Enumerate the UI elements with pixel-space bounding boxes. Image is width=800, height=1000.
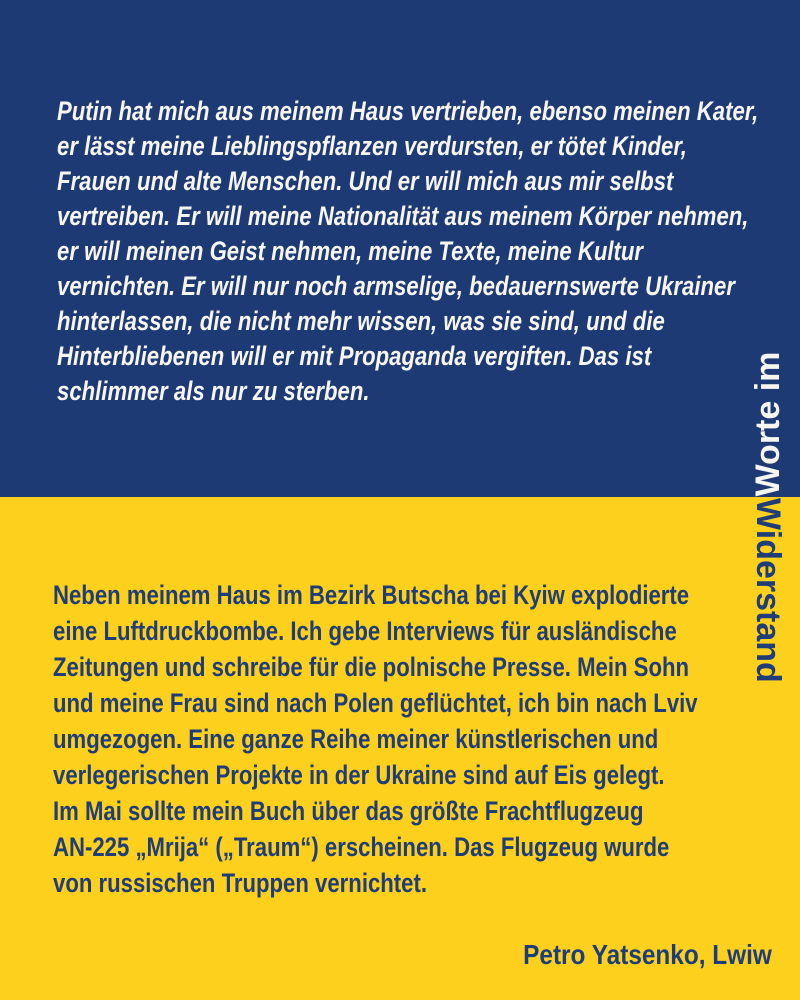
yellow-quote-paragraph — [53, 577, 698, 901]
quote-line: Hinterbliebenen will er mit Propaganda vergiften. Das ist — [57, 341, 652, 371]
quote-line: Frauen und alte Menschen. Und er will mich aus mir selbst — [57, 166, 674, 196]
quote-line: von russischen Truppen vernichtet. — [53, 868, 428, 898]
vertical-title-worte-im: Worte im — [749, 351, 787, 497]
quote-line: vertreiben. Er will meine Nationalität aus meinem Körper nehmen, — [57, 201, 749, 231]
blue-quote-paragraph — [57, 94, 758, 409]
quote-line: verlegerischen Projekte in der Ukraine sind auf Eis gelegt. — [53, 760, 665, 790]
quote-line: hinterlassen, die nicht mehr wissen, was sie sind, und die — [57, 306, 665, 336]
yellow-flag-section — [0, 497, 800, 1000]
quote-line: vernichten. Er will nur noch armselige, bedauernswerte Ukrainer — [57, 271, 735, 301]
quote-line: er will meinen Geist nehmen, meine Texte, meine Kultur — [57, 236, 644, 266]
blue-flag-section — [0, 0, 800, 497]
quote-line: eine Luftdruckbombe. Ich gebe Interviews für ausländische — [53, 616, 677, 646]
quote-line: AN-225 „Mrija“ („Traum“) erscheinen. Das Flugzeug wurde — [53, 832, 670, 862]
author-attribution: Petro Yatsenko, Lwiw — [523, 939, 772, 970]
quote-line: Im Mai sollte mein Buch über das größte Frachtflugzeug — [53, 796, 644, 826]
quote-line: Putin hat mich aus meinem Haus vertrieben, ebenso meinen Kater, — [57, 96, 759, 126]
quote-line: er lässt meine Lieblingspflanzen verdursten, er tötet Kinder, — [57, 131, 687, 161]
quote-line: Zeitungen und schreibe für die polnische Presse. Mein Sohn — [53, 652, 690, 682]
vertical-title-widerstand: Widerstand — [749, 498, 787, 683]
quote-line: schlimmer als nur zu sterben. — [57, 376, 370, 406]
quote-line: Neben meinem Haus im Bezirk Butscha bei Kyiw explodierte — [53, 580, 690, 610]
quote-line: umgezogen. Eine ganze Reihe meiner künstlerischen und — [53, 724, 659, 754]
quote-line: und meine Frau sind nach Polen geflüchtet, ich bin nach Lviv — [53, 688, 698, 718]
